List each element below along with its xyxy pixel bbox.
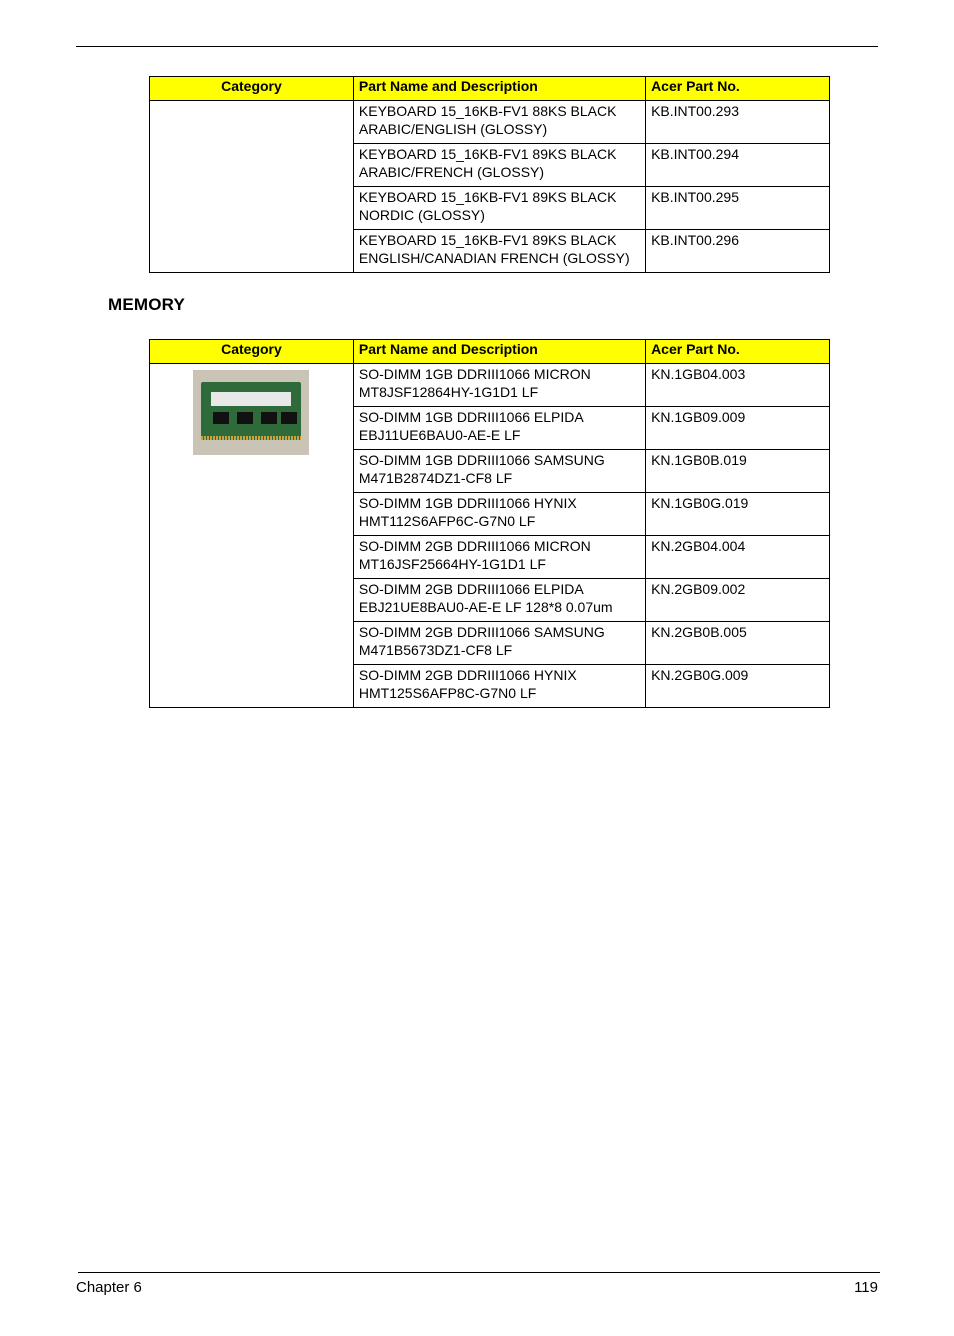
part-description: SO-DIMM 2GB DDRIII1066 HYNIX HMT125S6AFP8C-G7N0 LF [353, 665, 645, 708]
header-category: Category [150, 340, 354, 364]
part-description: SO-DIMM 2GB DDRIII1066 SAMSUNG M471B5673DZ1-CF8 LF [353, 622, 645, 665]
header-part-no: Acer Part No. [646, 77, 830, 101]
part-description: SO-DIMM 2GB DDRIII1066 MICRON MT16JSF25664HY-1G1D1 LF [353, 536, 645, 579]
part-description: SO-DIMM 1GB DDRIII1066 HYNIX HMT112S6AFP6C-G7N0 LF [353, 493, 645, 536]
part-description: SO-DIMM 1GB DDRIII1066 MICRON MT8JSF12864HY-1G1D1 LF [353, 364, 645, 407]
table-row [150, 101, 830, 144]
part-number: KB.INT00.293 [646, 101, 830, 144]
part-number: KN.1GB04.003 [646, 364, 830, 407]
part-number: KN.1GB09.009 [646, 407, 830, 450]
part-description: KEYBOARD 15_16KB-FV1 89KS BLACK ENGLISH/CANADIAN FRENCH (GLOSSY) [353, 230, 645, 273]
footer-rule [78, 1272, 880, 1273]
part-number: KB.INT00.294 [646, 144, 830, 187]
part-number: KN.2GB09.002 [646, 579, 830, 622]
part-description: SO-DIMM 1GB DDRIII1066 SAMSUNG M471B2874DZ1-CF8 LF [353, 450, 645, 493]
table-header-row [150, 340, 830, 364]
part-number: KB.INT00.296 [646, 230, 830, 273]
category-cell [150, 364, 354, 708]
header-rule [76, 46, 878, 47]
part-description: SO-DIMM 2GB DDRIII1066 ELPIDA EBJ21UE8BAU0-AE-E LF 128*8 0.07um [353, 579, 645, 622]
header-part-name: Part Name and Description [353, 340, 645, 364]
part-description: SO-DIMM 1GB DDRIII1066 ELPIDA EBJ11UE6BAU0-AE-E LF [353, 407, 645, 450]
part-number: KB.INT00.295 [646, 187, 830, 230]
category-cell [150, 101, 354, 273]
table-header-row [150, 77, 830, 101]
part-number: KN.2GB0B.005 [646, 622, 830, 665]
part-number: KN.2GB04.004 [646, 536, 830, 579]
page-number: 119 [854, 1279, 878, 1296]
header-category: Category [150, 77, 354, 101]
part-number: KN.1GB0B.019 [646, 450, 830, 493]
part-description: KEYBOARD 15_16KB-FV1 89KS BLACK NORDIC (GLOSSY) [353, 187, 645, 230]
keyboard-parts-table [149, 76, 830, 273]
header-part-no: Acer Part No. [646, 340, 830, 364]
memory-module-photo [193, 370, 309, 455]
header-part-name: Part Name and Description [353, 77, 645, 101]
part-description: KEYBOARD 15_16KB-FV1 89KS BLACK ARABIC/FRENCH (GLOSSY) [353, 144, 645, 187]
chapter-label: Chapter 6 [76, 1279, 142, 1296]
memory-section-title: MEMORY [108, 295, 186, 314]
part-description: KEYBOARD 15_16KB-FV1 88KS BLACK ARABIC/ENGLISH (GLOSSY) [353, 101, 645, 144]
part-number: KN.1GB0G.019 [646, 493, 830, 536]
memory-parts-table [149, 339, 830, 708]
table-row [150, 364, 830, 407]
part-number: KN.2GB0G.009 [646, 665, 830, 708]
